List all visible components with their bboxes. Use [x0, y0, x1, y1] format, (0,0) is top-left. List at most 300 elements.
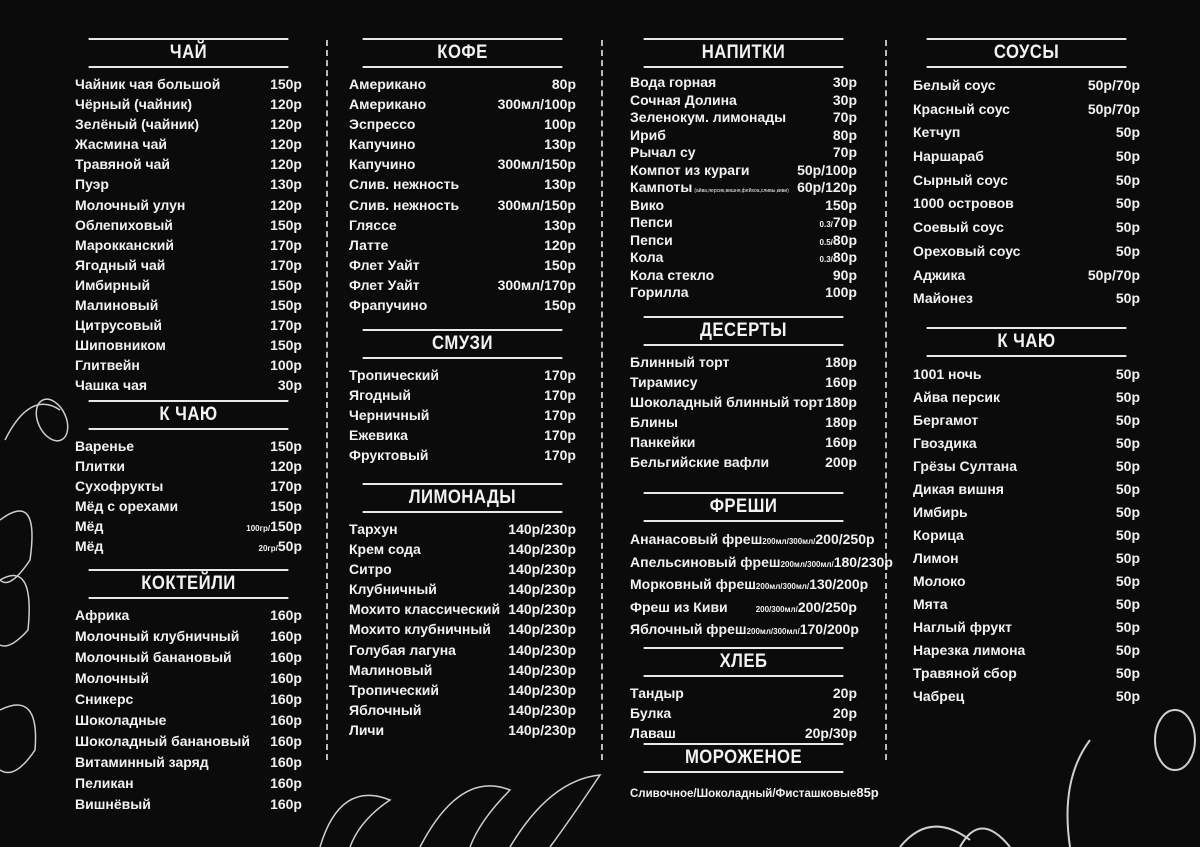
item-price-value: 100р: [544, 116, 576, 133]
menu-item: [75, 114, 302, 134]
item-price: [270, 355, 302, 375]
item-price: [278, 375, 302, 395]
item-name: Чайник чая большой: [75, 76, 221, 92]
section-drinks: [630, 38, 857, 302]
menu-item: [630, 723, 857, 743]
item-price: [544, 425, 576, 445]
item-price-value: 80р: [832, 126, 857, 143]
section-title: КОКТЕЙЛИ: [89, 569, 289, 599]
item-price-value: 170р: [544, 387, 576, 404]
item-quantity: 0.5/: [819, 237, 833, 247]
item-price: [498, 94, 576, 114]
item-price-value: 180р: [825, 394, 857, 411]
item-name: Флет Уайт: [349, 256, 420, 273]
item-name: Молочный клубничный: [75, 628, 240, 644]
item-name: Глитвейн: [75, 357, 140, 374]
menu-item: [630, 92, 857, 110]
section-icecream: [630, 743, 879, 803]
item-quantity: 0.3/: [819, 255, 833, 264]
section-tea: [75, 38, 302, 396]
item-name: Рычал су: [630, 144, 696, 160]
item-name: Тандыр: [630, 685, 684, 701]
item-price: [1116, 192, 1140, 216]
item-price: [1116, 409, 1140, 432]
item-name: Сникерс: [75, 691, 134, 707]
menu-item: [349, 619, 576, 639]
item-price-value: 120р: [544, 236, 576, 253]
item-name: Крем сода: [349, 541, 421, 558]
item-name: Вода горная: [630, 74, 717, 90]
item-price-value: 140р/230р: [508, 701, 576, 718]
item-name: Тропический: [349, 367, 439, 383]
menu-item: [349, 255, 576, 275]
menu-item: [349, 700, 576, 720]
item-price-value: 120р: [270, 156, 302, 173]
menu-item: [630, 392, 857, 412]
item-note: (айва,персик,вишня,фейхоа,сливы,киви): [694, 188, 789, 194]
item-price-value: 100р: [825, 284, 857, 300]
item-name: Пепси: [630, 214, 673, 230]
item-price: [833, 109, 857, 127]
item-price: [270, 134, 302, 154]
item-price-value: 70р: [832, 109, 857, 125]
item-price-value: 50р: [1115, 550, 1140, 566]
menu-item: [349, 385, 576, 405]
menu-column-2: [349, 0, 576, 847]
menu-item: [349, 215, 576, 235]
menu-item: [913, 593, 1140, 616]
menu-item: [75, 255, 302, 275]
item-price: [270, 436, 302, 456]
item-price-value: 150р: [270, 76, 302, 92]
item-price-value: 140р/230р: [508, 661, 576, 678]
item-price-value: 50р: [1115, 619, 1140, 635]
menu-item: [75, 516, 302, 536]
item-price-value: 140р/230р: [508, 541, 576, 558]
menu-item: [75, 626, 302, 647]
menu-item: [913, 363, 1140, 386]
menu-item: [913, 169, 1140, 193]
menu-item: [75, 476, 302, 496]
item-name: Витаминный заряд: [75, 754, 209, 770]
item-list: [349, 519, 576, 740]
item-price: [498, 154, 576, 174]
item-name: Белый соус: [913, 77, 996, 93]
item-price-value: 160р: [825, 434, 857, 451]
item-price-value: 160р: [270, 712, 302, 728]
item-price: [833, 144, 857, 162]
item-price-value: 60р/120р: [797, 179, 857, 195]
menu-item: [913, 121, 1140, 145]
item-price: [270, 647, 302, 668]
section-title: ХЛЕБ: [644, 647, 844, 677]
menu-item: [630, 352, 857, 372]
section-sauces: [913, 38, 1140, 311]
item-price-value: 140р/230р: [508, 621, 576, 638]
item-name: Малиновый: [349, 661, 433, 678]
item-price: [1116, 478, 1140, 501]
item-price-value: 50р: [1115, 389, 1140, 405]
item-name: Нарезка лимона: [913, 642, 1026, 658]
menu-item: [630, 783, 879, 803]
item-price: [270, 773, 302, 794]
menu-item: [75, 456, 302, 476]
item-name: Капучино: [349, 136, 416, 153]
item-price-value: 160р: [270, 796, 302, 812]
item-price-value: 200/250р: [815, 531, 875, 547]
menu-item: [630, 452, 857, 472]
item-name: Мёд: [75, 538, 104, 555]
item-price-value: 140р/230р: [508, 521, 576, 537]
item-price-value: 50р: [1115, 435, 1140, 451]
menu-item: [913, 216, 1140, 240]
item-price: [825, 352, 857, 372]
item-price-value: 120р: [270, 196, 302, 213]
menu-column-3: [630, 0, 893, 847]
item-price-value: 300мл/170р: [497, 276, 576, 293]
item-name: Шиповником: [75, 337, 166, 354]
item-price: [833, 703, 857, 723]
item-name: Тропический: [349, 681, 439, 698]
menu-item: [630, 432, 857, 452]
item-price: [833, 683, 857, 703]
item-name: Вишнёвый: [75, 796, 151, 812]
item-price: [552, 74, 576, 94]
item-price: [1088, 74, 1140, 98]
item-price: [544, 405, 576, 425]
item-price-value: 70р: [832, 214, 857, 230]
item-name: Жасмина чай: [75, 136, 168, 153]
menu-item: [349, 94, 576, 114]
menu-item: [75, 174, 302, 194]
item-price-value: 50р: [1115, 290, 1140, 307]
item-price: [508, 599, 576, 619]
item-name: Слив. нежность: [349, 176, 460, 193]
item-name: Плитки: [75, 458, 126, 475]
item-name: Зелёный (чайник): [75, 116, 200, 133]
item-price: [1116, 593, 1140, 616]
item-name: Шоколадный банановый: [75, 733, 250, 749]
item-price-value: 150р: [270, 297, 302, 314]
menu-item: [913, 287, 1140, 311]
item-list: [630, 352, 857, 473]
column-divider: [885, 40, 887, 760]
item-price-value: 120р: [270, 136, 302, 153]
item-price-value: 120р: [270, 458, 302, 475]
section-title: КОФЕ: [363, 38, 563, 68]
item-list: [349, 365, 576, 465]
item-price: [270, 255, 302, 275]
item-price: [270, 731, 302, 752]
menu-item: [75, 752, 302, 773]
item-price: [508, 559, 576, 579]
item-name: Малиновый: [75, 297, 159, 314]
item-quantity: 200мл/300мл/: [780, 559, 834, 569]
item-name: Чашка чая: [75, 377, 148, 394]
item-price: [1116, 662, 1140, 685]
item-price-value: 170р: [270, 478, 302, 495]
item-price-value: 140р/230р: [508, 601, 576, 618]
section-title: К ЧАЮ: [89, 400, 289, 430]
item-name: Ореховый соус: [913, 242, 1021, 259]
item-name: Черничный: [349, 407, 430, 424]
menu-item: [913, 409, 1140, 432]
menu-item: [75, 315, 302, 335]
item-list: [630, 74, 857, 302]
item-name: Имбирный: [75, 276, 151, 293]
item-price-value: 160р: [270, 733, 302, 749]
item-price-value: 50р/70р: [1087, 266, 1140, 283]
menu-item: [630, 528, 875, 551]
item-price: [856, 783, 878, 803]
item-price-value: 300мл/100р: [497, 96, 576, 113]
section-title: СМУЗИ: [363, 329, 563, 359]
section-cocktails: [75, 569, 302, 815]
menu-item: [75, 295, 302, 315]
menu-item: [349, 134, 576, 154]
item-list: [75, 436, 302, 557]
item-price-value: 20р: [832, 685, 857, 701]
item-price: [270, 476, 302, 496]
menu-item: [913, 240, 1140, 264]
item-price-value: 170р: [544, 427, 576, 444]
menu-item: [913, 386, 1140, 409]
item-price-value: 160р: [270, 670, 302, 686]
item-price: [1116, 524, 1140, 547]
section-lemonades: [349, 483, 576, 740]
item-price: [833, 267, 857, 285]
item-price-value: 30р: [277, 377, 302, 394]
item-price-value: 50р/70р: [1087, 100, 1140, 117]
menu-item: [75, 235, 302, 255]
item-name: Горилла: [630, 284, 689, 300]
item-price: [544, 365, 576, 385]
item-price-value: 150р: [270, 276, 302, 293]
item-price: [1116, 455, 1140, 478]
item-price-value: 50р: [1115, 171, 1140, 188]
item-list: [630, 528, 893, 641]
menu-item: [630, 109, 857, 127]
menu-item: [75, 436, 302, 456]
section-title: НАПИТКИ: [644, 38, 844, 68]
item-price: [1116, 121, 1140, 145]
item-price-value: 140р/230р: [508, 561, 576, 578]
item-price: [825, 197, 857, 215]
section-title: ЧАЙ: [89, 38, 289, 68]
item-price: [544, 445, 576, 465]
menu-item: [913, 501, 1140, 524]
item-price: [270, 605, 302, 626]
item-price: [797, 162, 857, 180]
item-name: Сочная Долина: [630, 91, 737, 108]
menu-item: [349, 174, 576, 194]
item-name: Морковный фреш: [630, 576, 756, 592]
item-price-value: 170р: [270, 317, 302, 334]
item-name: Цитрусовый: [75, 317, 163, 334]
menu-item: [913, 524, 1140, 547]
item-list: [913, 363, 1140, 708]
menu-item: [913, 570, 1140, 593]
item-name: 1000 островов: [913, 195, 1014, 212]
item-price-value: 50р/100р: [797, 161, 857, 178]
menu-item: [75, 275, 302, 295]
item-price-value: 85р: [856, 785, 879, 800]
item-price-value: 170р: [544, 367, 576, 383]
item-name: Ириб: [630, 126, 666, 143]
item-name: Лаваш: [630, 725, 676, 742]
item-price-value: 170р: [270, 236, 302, 253]
item-price-value: 150р: [825, 196, 857, 213]
menu-item: [75, 375, 302, 395]
item-price: [270, 154, 302, 174]
item-price-value: 50р: [1115, 642, 1140, 658]
item-name: Молочный банановый: [75, 649, 232, 665]
item-price-value: 50р: [1115, 124, 1140, 141]
menu-item: [630, 232, 857, 250]
item-name: Молочный улун: [75, 196, 186, 213]
menu-item: [913, 639, 1140, 662]
menu-item: [75, 710, 302, 731]
item-quantity: 200/300мл/: [755, 604, 798, 614]
item-name: Личи: [349, 721, 385, 738]
menu-item: [349, 660, 576, 680]
item-name: Варенье: [75, 438, 135, 454]
item-price-value: 70р: [832, 144, 857, 160]
menu-item: [349, 295, 576, 315]
menu-item: [75, 195, 302, 215]
item-name: Тархун: [349, 521, 398, 537]
item-name: Красный соус: [913, 100, 1010, 117]
item-list: [349, 74, 576, 315]
item-price-value: 140р/230р: [508, 721, 576, 738]
item-name: Капучино: [349, 156, 416, 173]
menu-item: [630, 74, 857, 92]
item-price: [508, 619, 576, 639]
item-price: [825, 284, 857, 302]
item-price: [270, 496, 302, 516]
item-price: [825, 412, 857, 432]
menu-item: [349, 425, 576, 445]
item-name: Ананасовый фреш: [630, 531, 763, 547]
item-price: [833, 74, 857, 92]
item-price-value: 90р: [832, 266, 857, 283]
item-price-value: 50р: [1115, 688, 1140, 704]
item-price: [1116, 501, 1140, 524]
item-price-value: 180/230р: [833, 553, 893, 570]
section-title: ЛИМОНАДЫ: [363, 483, 563, 513]
item-price: [1116, 386, 1140, 409]
menu-item: [349, 640, 576, 660]
menu-item: [349, 114, 576, 134]
item-price-value: 140р/230р: [508, 581, 576, 598]
item-name: Пепси: [630, 231, 673, 248]
menu-item: [630, 267, 857, 285]
item-price-value: 120р: [270, 116, 302, 133]
item-list: [630, 683, 857, 743]
item-name: Грёзы Султана: [913, 458, 1018, 474]
item-price-value: 170/200р: [799, 621, 859, 637]
item-price-value: 130р: [544, 176, 576, 193]
item-price: [1116, 570, 1140, 593]
item-price-value: 170р: [544, 447, 576, 464]
item-name: Тирамису: [630, 374, 698, 391]
item-name: Сырный соус: [913, 171, 1008, 188]
menu-item: [913, 145, 1140, 169]
item-name: Корица: [913, 527, 964, 543]
item-price-value: 50р: [1115, 458, 1140, 474]
item-price: [1116, 685, 1140, 708]
item-price-value: 130р: [544, 216, 576, 233]
item-price-value: 150р: [270, 216, 302, 233]
item-name: Травяной сбор: [913, 665, 1017, 681]
item-name: Пуэр: [75, 176, 109, 193]
item-price-value: 50р: [1115, 219, 1140, 236]
item-name: Зеленокум. лимонады: [630, 109, 787, 125]
menu-item: [349, 559, 576, 579]
item-price-value: 170р: [270, 256, 302, 273]
item-price-value: 80р: [551, 76, 576, 92]
item-price: [498, 275, 576, 295]
item-name: Мята: [913, 596, 948, 612]
item-quantity: 100гр/: [246, 524, 271, 534]
menu-item: [75, 605, 302, 626]
item-price: [270, 335, 302, 355]
item-name: Аджика: [913, 266, 966, 283]
item-price: [270, 174, 302, 194]
item-price-value: 50р: [1115, 573, 1140, 589]
item-price: [544, 114, 576, 134]
item-name: Майонез: [913, 290, 973, 307]
item-price-value: 50р: [1115, 665, 1140, 681]
item-price-value: 160р: [270, 691, 302, 707]
item-name: Имбирь: [913, 504, 968, 520]
item-name: Ягодный: [349, 387, 411, 404]
menu-item: [75, 773, 302, 794]
menu-item: [913, 455, 1140, 478]
item-name: Вико: [630, 196, 665, 213]
item-price: [270, 752, 302, 773]
item-price: [508, 640, 576, 660]
item-price: [270, 626, 302, 647]
item-name: Мёд с орехами: [75, 498, 179, 515]
item-price: [1116, 547, 1140, 570]
item-price-value: 20р: [832, 705, 857, 722]
column-divider: [326, 40, 328, 760]
item-name: Молочный: [75, 670, 149, 686]
item-name: Наглый фрукт: [913, 619, 1012, 635]
item-name: Кола стекло: [630, 266, 715, 283]
item-name: Фреш из Киви: [630, 598, 728, 615]
item-price-value: 100р: [270, 357, 302, 374]
menu-column-1: [75, 0, 302, 847]
item-price-value: 80р: [832, 231, 857, 248]
leaf-decoration-left: [0, 390, 70, 790]
item-price-value: 50р: [1115, 242, 1140, 259]
item-name: Шоколадные: [75, 712, 167, 728]
item-name: Кола: [630, 249, 664, 265]
item-quantity: 200мл/300мл/: [746, 627, 800, 636]
section-bread: [630, 647, 857, 743]
item-quantity: 20гр/: [258, 544, 278, 554]
item-price: [833, 92, 857, 110]
menu-item: [349, 154, 576, 174]
section-title: МОРОЖЕНОЕ: [644, 743, 844, 773]
menu-column-4: [913, 0, 1140, 847]
item-price-value: 150р: [270, 498, 302, 515]
menu-item: [75, 134, 302, 154]
menu-item: [75, 154, 302, 174]
item-name: Лимон: [913, 550, 959, 566]
